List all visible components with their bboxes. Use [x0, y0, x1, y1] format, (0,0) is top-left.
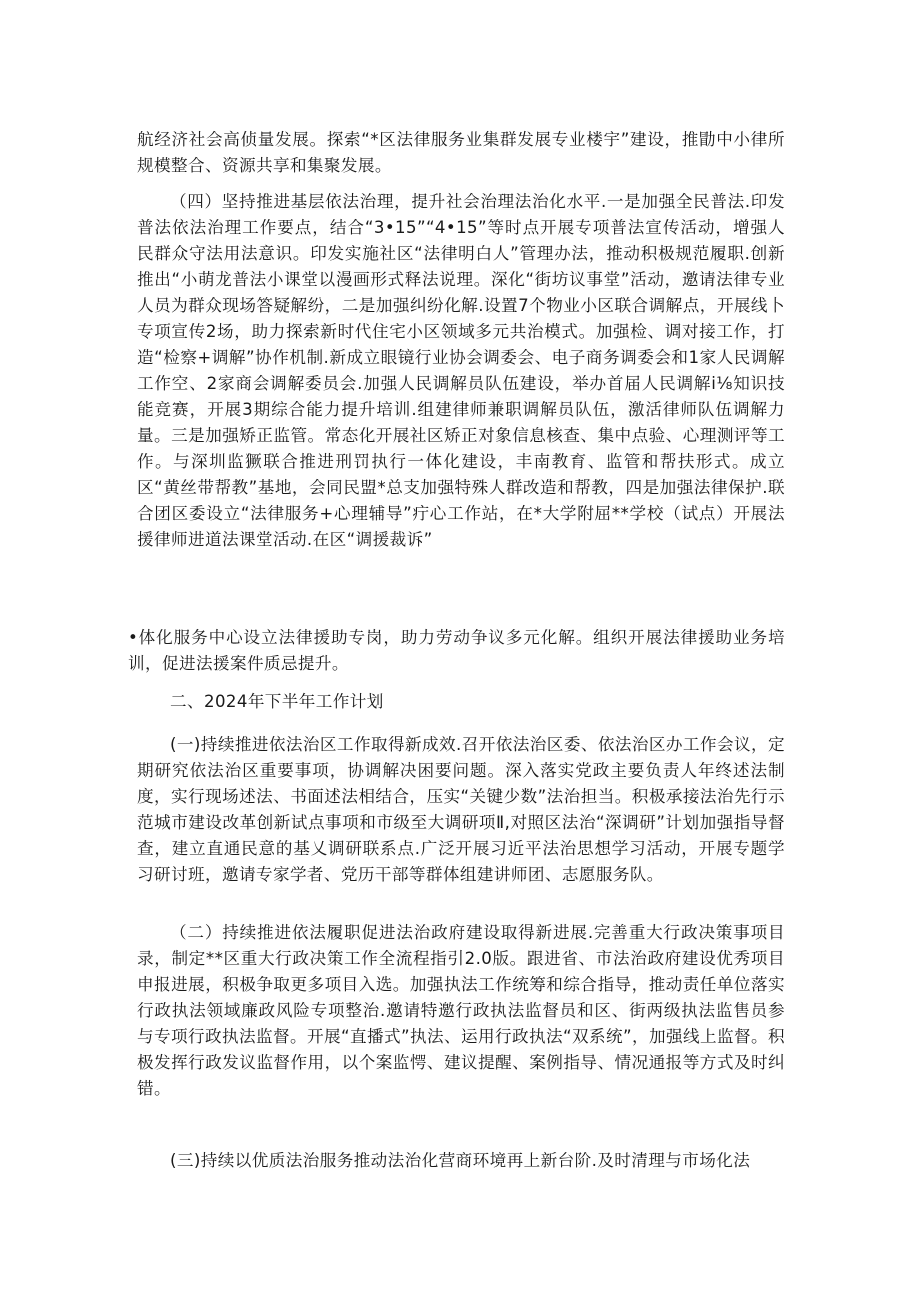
paragraph-section-four: （四）坚持推进基层依法治理，提升社会治理法治化水平.一是加强全民普法.印发普法依法治理工作要点，结合“3•15”“4•15”等时点开展专项普法宣传活动，增强人民群众守法用法意识。印发实施社区“法律明白人”管理办法，推动积极规范履职.创新推出“小萌龙普法小课堂以漫画形式释法说理。深化“街坊议事堂”活动，邀请法律专业人员为群众现场答疑解纷，二是加强纠纷化解.设置7个物业小区联合调解点，开展线卜专项宣传2场，助力探索新时代住宅小区领域多元共治模式。加强检、调对接工作，打造“检察+调解”协作机制.新成立眼镜行业协会调委会、电子商务调委会和1家人民调解工作空、2家商会调解委员会.加强人民调解员队伍建设，举办首届人民调解i⅛知识技能竞赛，开展3期综合能力提升培训.组建律师兼职调解员队伍，激活律师队伍调解力量。三是加强矫正监管。常态化开展社区矫正对象信息核查、集中点验、心理测评等工作。与深圳监獗联合推进刑罚执行一体化建设，丰南教育、监管和帮扶形式。成立区“黄丝带帮教”基地，会同民盟*总支加强特殊人群改造和帮教，四是加强法律保护.联合团区委设立“法律服务+心理辅导”疔心工作站，在*大学附屈**学校（试点）开展法援律师进道法课堂活动.在区“调援裁诉” [137, 192, 785, 549]
paragraph-integrated-service: •体化服务中心设立法律援助专岗，助力劳动争议多元化解。组织开展法律援助业务培训，促进法援案件质忌提升。 [128, 628, 785, 673]
paragraph-plan-two: （二）持续推进依法履职促进法治政府建设取得新进展.完善重大行政决策事项目录，制定**区重大行政决策工作全流程指引2.0版。跟进省、市法治政府建设优秀项目申报进展，积极争取更多项目入选。加强执法工作统筹和综合指导，推动责任单位落实行政执法领域廉政风险专项整治.邀请特邀行政执法监督员和区、街两级执法监售员参与专项行政执法监督。开展“直播式”执法、运用行政执法“双系统”，加强线上监督。积极发挥行政发议监督作用，以个案监愕、建议提醒、案例指导、情况通报等方式及时纠错。 [137, 923, 785, 1098]
paragraph-plan-one: (一)持续推进依法治区工作取得新成效.召开依法治区委、依法治区办工作会议，定期研究依法治区重要事项，协调解决困要问题。深入落实党政主要负责人年终述法制度，实行现场述法、书面述法相结合，压实“关键少数”法治担当。积极承接法治先行示范城市建设改革创新试点事项和市级至大调研项Ⅱ,对照区法治“深调研”计划加强指导督查，建立直通民意的基乂调研联系点.广泛开展习近平法治思想学习活动，开展专题学习研讨班，邀请专家学者、党历干部等群体组建讲师团、志愿服务队。 [137, 735, 785, 884]
paragraph-intro-continuation: 航经济社会高侦量发展。探索“*区法律服务业集群发展专业楼宇”建设，推勖中小律所规模整合、资源共享和集聚发展。 [137, 130, 785, 175]
section-heading-work-plan: 二、2024年下半年工作计划 [170, 692, 384, 711]
paragraph-plan-three: (三)持续以优质法治服务推动法治化营商环境再上新台阶.及时清理与市场化法 [170, 1151, 751, 1170]
